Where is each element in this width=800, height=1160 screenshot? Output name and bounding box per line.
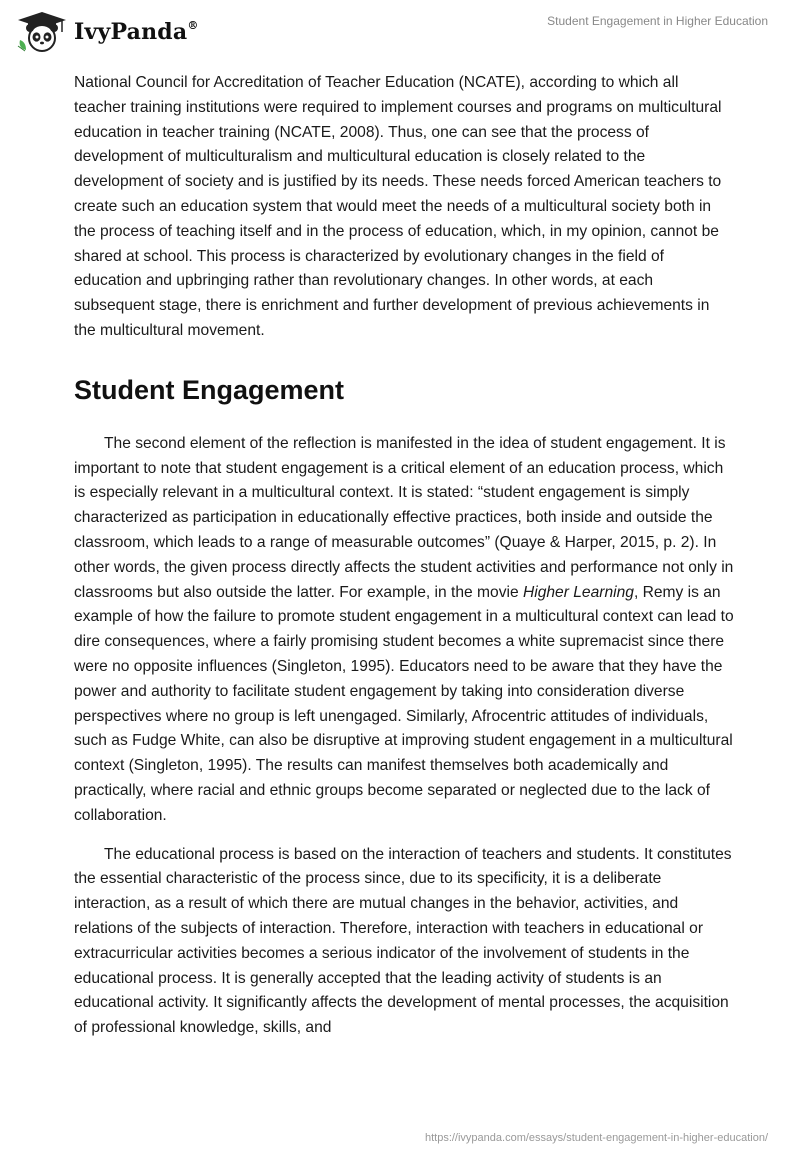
section-heading: Student Engagement <box>74 374 345 405</box>
page-header <box>0 0 800 70</box>
brand-name: IvyPanda® <box>74 18 199 45</box>
ivypanda-logo[interactable] <box>16 10 199 54</box>
source-url[interactable]: https://ivypanda.com/essays/student-engagement-in-higher-education/ <box>424 1132 768 1144</box>
article-body <box>74 71 734 1041</box>
paragraph-student-engagement: The second element of the reflection is manifested in the idea of student engagement. It is important to note that student engagement is a critical element of an education process, which is especially relevant in a multicultural context. It is stated: “student engagement is simply characterized as participation in educationally effective practices, both inside and outside the classroom, which leads to a range of measurable outcomes” (Quaye & Harper, 2015, p. 2). In other words, the given process directly affects the student activities and performance not only in classrooms but also outside the latter. For example, in the movie Higher Learning, Remy is an example of how the failure to promote student engagement in a multicultural context can lead to dire consequences, where a fairly promising student becomes a white supremacist since there were no opposite influences (Singleton, 1995). Educators need to be aware that they have the power and authority to facilitate student engagement by taking into consideration diverse perspectives where no group is left unengaged. Similarly, Afrocentric attitudes of individuals, such as Fudge White, can also be disruptive at improving student engagement in a multicultural context (Singleton, 1995). The results can manifest themselves both academically and practically, where racial and ethnic groups become separated or neglected due to the lack of collaboration. <box>74 434 734 824</box>
movie-title: Higher Learning <box>522 583 634 601</box>
panda-graduate-icon <box>16 10 68 54</box>
document-title: Student Engagement in Higher Education <box>547 14 768 28</box>
paragraph-educational-process: The educational process is based on the interaction of teachers and students. It constitutes the essential characteristic of the process since, due to its specificity, it is a deliberate interaction, as a result of which there are mutual changes in the behavior, activities, and relations of the subjects of interaction. Therefore, interaction with teachers in educational or extracurricular activities becomes a serious indicator of the involvement of students in the educational process. It is generally accepted that the leading activity of students is an educational activity. It significantly affects the development of mental processes, the acquisition of professional knowledge, skills, and <box>74 845 732 1037</box>
paragraph-intro: National Council for Accreditation of Teacher Education (NCATE), according to which all teacher training institutions were required to implement courses and programs on multicultural education in teacher training (NCATE, 2008). Thus, one can see that the process of development of multiculturalism and multicultural education is closely related to the development of society and is justified by its needs. These needs forced American teachers to create such an education system that would meet the needs of a multicultural society both in the process of teaching itself and in the process of education, which, in my opinion, cannot be shared at school. This process is characterized by evolutionary changes in the field of education and upbringing rather than revolutionary changes. In other words, at each subsequent stage, there is enrichment and further development of previous achievements in the multicultural movement. <box>74 74 722 339</box>
